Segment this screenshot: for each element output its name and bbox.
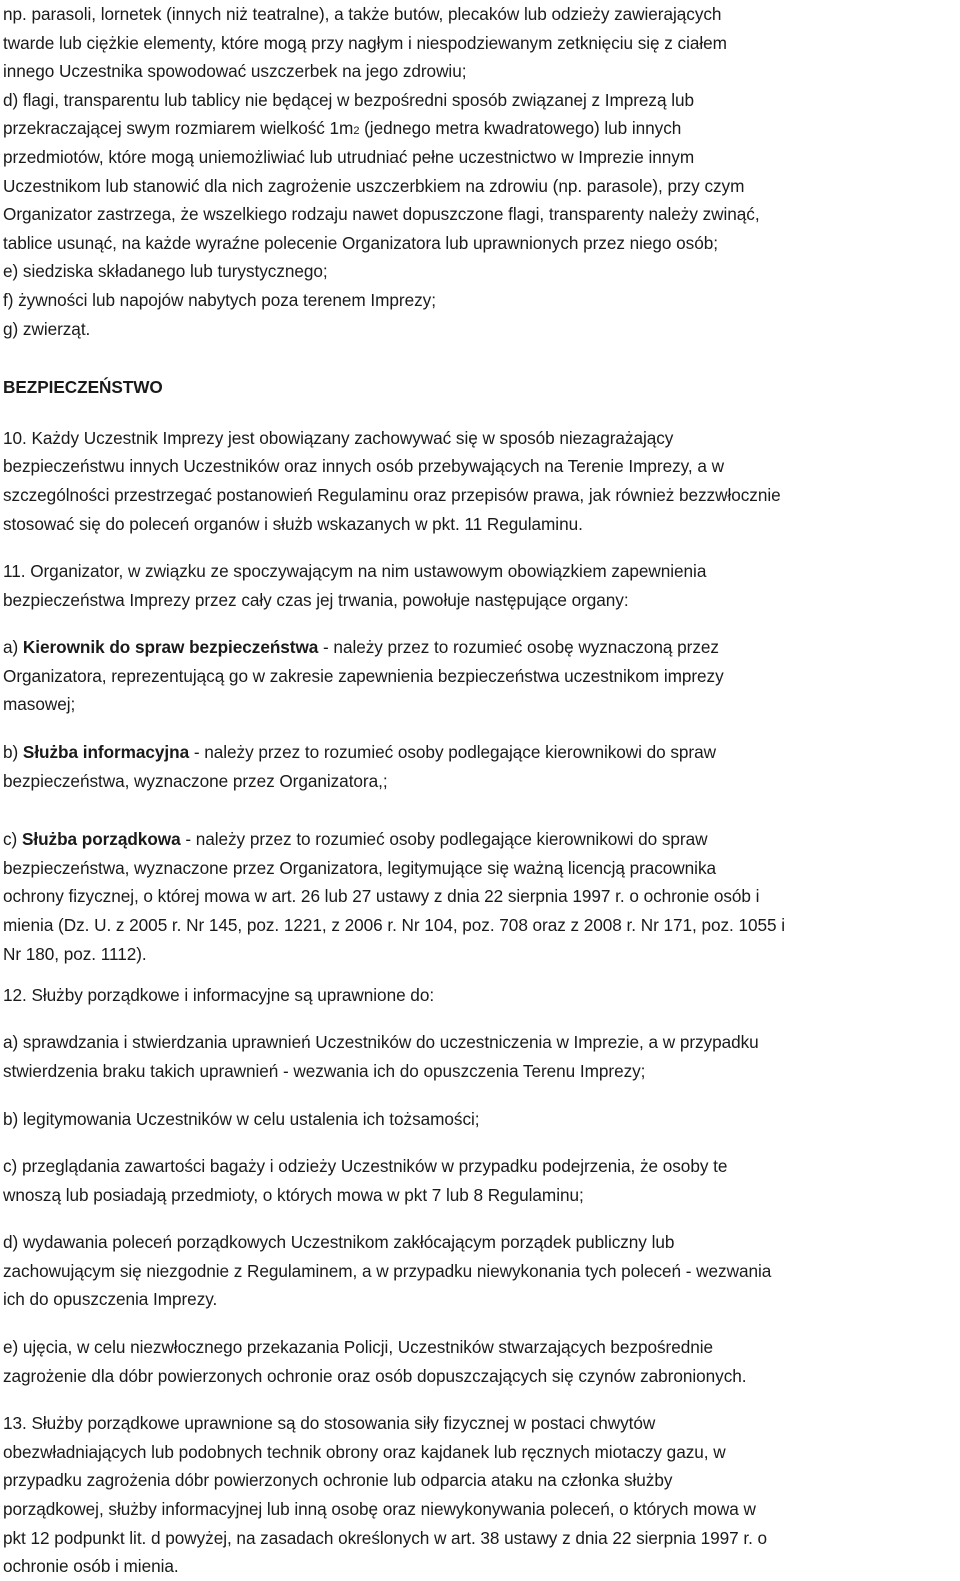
text-line: Uczestnikom lub stanowić dla nich zagrożenie uszczerbkiem na zdrowiu (np. parasole), przy czym [3, 175, 745, 196]
text-line: obezwładniających lub podobnych technik obrony oraz kajdanek lub ręcznych miotaczy gazu, w [3, 1441, 726, 1462]
text-line: ich do opuszczenia Imprezy. [3, 1289, 218, 1310]
text-fragment: przekraczającej swym rozmiarem wielkość 1m [3, 118, 354, 139]
text-line: c) przeglądania zawartości bagaży i odzieży Uczestników w przypadku podejrzenia, że osoby te [3, 1156, 728, 1177]
text-line: Organizatora, reprezentującą go w zakresie zapewnienia bezpieczeństwa uczestnikom imprezy [3, 665, 724, 686]
text-line: zagrożenie dla dóbr powierzonych ochronie oraz osób dopuszczających się czynów zabronionych. [3, 1365, 747, 1386]
text-line: ochrony fizycznej, o której mowa w art. 26 lub 27 ustawy z dnia 22 sierpnia 1997 r. o ochronie osób i [3, 886, 760, 907]
text-line: 10. Każdy Uczestnik Imprezy jest obowiązany zachowywać się w sposób niezagrażający [3, 427, 674, 448]
text-line: tablice usunąć, na każde wyraźne polecenie Organizatora lub uprawnionych przez niego osób; [3, 232, 718, 253]
text-line [3, 114, 958, 143]
text-line: d) flagi, transparentu lub tablicy nie będącej w bezpośredni sposób związanej z Imprezą lub [3, 89, 694, 110]
text-line: stosować się do poleceń organów i służb wskazanych w pkt. 11 Regulaminu. [3, 513, 583, 534]
text-line [3, 738, 958, 767]
text-line: 11. Organizator, w związku ze spoczywającym na nim ustawowym obowiązkiem zapewnienia [3, 561, 707, 582]
text-line: przypadku zagrożenia dóbr powierzonych ochronie lub odparcia ataku na członka służby [3, 1470, 673, 1491]
text-line: Organizator zastrzega, że wszelkiego rodzaju nawet dopuszczone flagi, transparenty należy zwinąć, [3, 204, 760, 225]
text-line: bezpieczeństwa, wyznaczone przez Organizatora, legitymujące się ważną licencją pracownika [3, 857, 717, 878]
text-fragment: - należy przez to rozumieć osoby podlegające kierownikowi do spraw [180, 829, 708, 850]
list-marker: b) [3, 742, 23, 763]
text-line: bezpieczeństwa, wyznaczone przez Organizatora,; [3, 770, 388, 791]
text-line: ochronie osób i mienia. [3, 1556, 179, 1577]
document-page [3, 0, 958, 1581]
text-line: a) sprawdzania i stwierdzania uprawnień Uczestników do uczestniczenia w Imprezie, a w przypadku [3, 1032, 759, 1053]
text-line: twarde lub ciężkie elementy, które mogą przy nagłym i niespodziewanym zetknięciu się z ciałem [3, 32, 727, 53]
text-line [3, 825, 958, 854]
text-line: wnoszą lub posiadają przedmioty, o których mowa w pkt 7 lub 8 Regulaminu; [3, 1184, 584, 1205]
text-line: stwierdzenia braku takich uprawnień - wezwania ich do opuszczenia Terenu Imprezy; [3, 1060, 646, 1081]
text-line: e) siedziska składanego lub turystycznego; [3, 261, 328, 282]
text-line: masowej; [3, 694, 76, 715]
list-marker: a) [3, 637, 23, 658]
term-bold: Służba porządkowa [21, 829, 181, 850]
text-line: zachowującym się niezgodnie z Regulaminem, a w przypadku niewykonania tych poleceń - wezwania [3, 1260, 772, 1281]
text-line: szczególności przestrzegać postanowień Regulaminu oraz przepisów prawa, jak również bezzwłocznie [3, 484, 781, 505]
text-line [3, 633, 958, 662]
text-fragment: - należy przez to rozumieć osoby podlegające kierownikowi do spraw [189, 742, 716, 763]
section-heading: BEZPIECZEŃSTWO [3, 377, 163, 398]
text-line: pkt 12 podpunkt lit. d powyżej, na zasadach określonych w art. 38 ustawy z dnia 22 sierpnia 1997 r. o [3, 1527, 768, 1548]
text-line: mienia (Dz. U. z 2005 r. Nr 145, poz. 1221, z 2006 r. Nr 104, poz. 708 oraz z 2008 r. Nr 171, poz. 1055 i [3, 915, 785, 936]
term-bold: Służba informacyjna [22, 742, 190, 763]
text-line: f) żywności lub napojów nabytych poza terenem Imprezy; [3, 289, 436, 310]
text-fragment: (jednego metra kwadratowego) lub innych [359, 118, 682, 139]
superscript: 2 [353, 125, 360, 138]
text-line: e) ujęcia, w celu niezwłocznego przekazania Policji, Uczestników stwarzających bezpośrednie [3, 1337, 714, 1358]
text-line: 13. Służby porządkowe uprawnione są do stosowania siły fizycznej w postaci chwytów [3, 1413, 656, 1434]
text-line: np. parasoli, lornetek (innych niż teatralne), a także butów, plecaków lub odzieży zawierających [3, 4, 722, 24]
text-line: Nr 180, poz. 1112). [3, 943, 147, 964]
text-line: 12. Służby porządkowe i informacyjne są uprawnione do: [3, 984, 435, 1005]
list-marker: c) [3, 829, 22, 850]
text-line: g) zwierząt. [3, 318, 91, 339]
text-fragment: - należy przez to rozumieć osobę wyznaczoną przez [318, 637, 719, 658]
text-line: innego Uczestnika spowodować uszczerbek na jego zdrowiu; [3, 61, 467, 82]
text-line: bezpieczeństwa Imprezy przez cały czas jej trwania, powołuje następujące organy: [3, 589, 629, 610]
text-line: b) legitymowania Uczestników w celu ustalenia ich tożsamości; [3, 1108, 480, 1129]
text-line: d) wydawania poleceń porządkowych Uczestnikom zakłócającym porządek publiczny lub [3, 1232, 675, 1253]
text-line: porządkowej, służby informacyjnej lub inną osobę oraz niewykonywania poleceń, o których mowa w [3, 1499, 756, 1520]
term-bold: Kierownik do spraw bezpieczeństwa [22, 637, 319, 658]
text-line: bezpieczeństwu innych Uczestników oraz innych osób przebywających na Terenie Imprezy, a w [3, 456, 724, 477]
text-line: przedmiotów, które mogą uniemożliwiać lub utrudniać pełne uczestnictwo w Imprezie innym [3, 146, 695, 167]
